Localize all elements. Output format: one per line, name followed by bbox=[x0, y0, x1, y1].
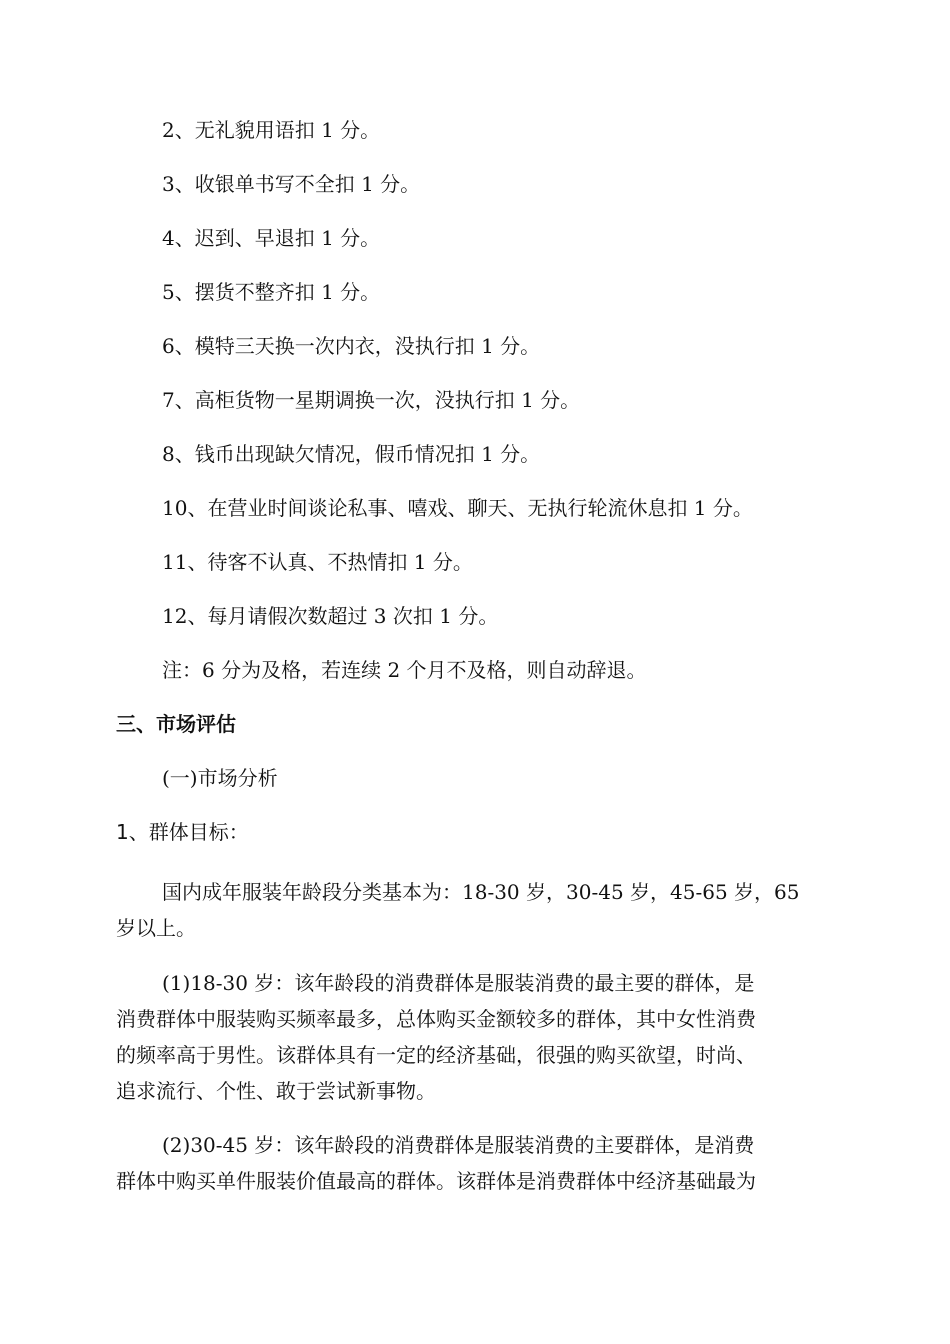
rule-item-8: 8、钱币出现缺欠情况，假币情况扣 1 分。 bbox=[162, 442, 541, 466]
rule-item-3: 3、收银单书写不全扣 1 分。 bbox=[162, 172, 421, 196]
paragraph-1-line-2: 岁以上。 bbox=[116, 916, 196, 940]
paragraph-3-line-1: (2)30-45 岁：该年龄段的消费群体是服装消费的主要群体，是消费 bbox=[162, 1133, 755, 1157]
paragraph-2-line-2: 消费群体中服装购买频率最多，总体购买金额较多的群体，其中女性消费 bbox=[116, 1007, 756, 1031]
paragraph-2-line-1: (1)18-30 岁：该年龄段的消费群体是服装消费的最主要的群体，是 bbox=[162, 971, 755, 995]
note-text: 注：6 分为及格，若连续 2 个月不及格，则自动辞退。 bbox=[162, 658, 647, 682]
rule-item-7: 7、高柜货物一星期调换一次，没执行扣 1 分。 bbox=[162, 388, 581, 412]
rule-item-4: 4、迟到、早退扣 1 分。 bbox=[162, 226, 381, 250]
rule-item-2: 2、无礼貌用语扣 1 分。 bbox=[162, 118, 381, 142]
paragraph-2-line-4: 追求流行、个性、敢于尝试新事物。 bbox=[116, 1079, 436, 1103]
rule-item-5: 5、摆货不整齐扣 1 分。 bbox=[162, 280, 381, 304]
rule-item-6: 6、模特三天换一次内衣，没执行扣 1 分。 bbox=[162, 334, 541, 358]
rule-item-12: 12、每月请假次数超过 3 次扣 1 分。 bbox=[162, 604, 499, 628]
subsection-title: (一)市场分析 bbox=[162, 766, 278, 790]
paragraph-3-line-2: 群体中购买单件服装价值最高的群体。该群体是消费群体中经济基础最为 bbox=[116, 1169, 756, 1193]
item-title: 1、群体目标： bbox=[116, 820, 249, 844]
rule-item-11: 11、待客不认真、不热情扣 1 分。 bbox=[162, 550, 473, 574]
rule-item-10: 10、在营业时间谈论私事、嘻戏、聊天、无执行轮流休息扣 1 分。 bbox=[162, 496, 753, 520]
section-title: 三、市场评估 bbox=[116, 712, 236, 736]
paragraph-2-line-3: 的频率高于男性。该群体具有一定的经济基础，很强的购买欲望，时尚、 bbox=[116, 1043, 756, 1067]
paragraph-1-line-1: 国内成年服装年龄段分类基本为：18-30 岁，30-45 岁，45-65 岁，65 bbox=[162, 880, 800, 904]
